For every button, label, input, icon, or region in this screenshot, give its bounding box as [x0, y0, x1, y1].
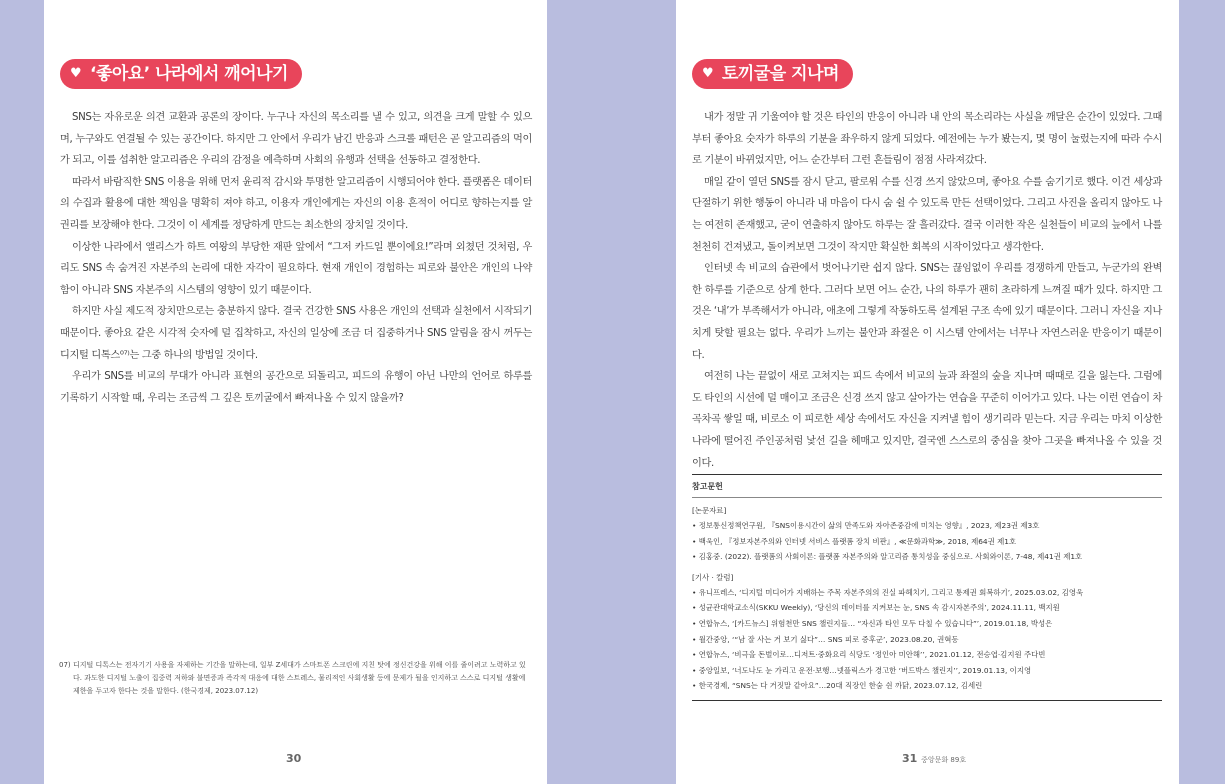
reference-item: • 한국경제, “SNS는 다 거짓말 같아요”…20대 직장인 한숨 쉰 까닭, 2023.07.12, 김세린 — [692, 681, 983, 691]
reference-item: • 연합뉴스, ‘비극을 돈벌이로…디저트·중화요리 식당도 ‘정인아 미안해’’, 2021.01.12, 전승엽·김지원 주다빈 — [692, 650, 1046, 660]
heart-icon: ♥ — [70, 66, 82, 81]
right-page — [676, 0, 1179, 784]
articles-list — [692, 585, 1162, 694]
reference-item: • 유니프레스, ‘디지털 미디어가 지배하는 주목 자본주의의 진실 파헤치기, 그리고 통제권 회복하기’, 2025.03.02, 김영욱 — [692, 587, 1084, 597]
paragraph: 우리가 SNS를 비교의 무대가 아니라 표현의 공간으로 되돌리고, 피드의 유행이 아닌 나만의 언어로 하루를 기록하기 시작할 때, 우리는 조금씩 그 깊은 토끼굴에서 빠져나올 수 있지 않을까? — [60, 371, 532, 404]
right-section-heading — [692, 59, 853, 89]
paragraph: 하지만 사실 제도적 장치만으로는 충분하지 않다. 결국 건강한 SNS 사용은 개인의 선택과 실천에서 시작되기 때문이다. 좋아요 같은 시각적 숫자에 덜 집착하고, 자신의 일상에 조금 더 집중하거나 SNS 알림을 잠시 꺼두는 디지털 디톡스⁰⁷⁾는 그중 하나의 방법일 것이다. — [60, 306, 532, 361]
publication-label: 중앙문화 89호 — [921, 756, 967, 764]
page-number-right: 31 — [902, 752, 918, 765]
paragraph: 매일 같이 열던 SNS를 잠시 닫고, 팔로워 수를 신경 쓰지 않았으며, 좋아요 수를 숨기기로 했다. 이건 세상과 단절하기 위한 행동이 아니라 내 마음이 다시 숨 쉴 수 있도록 만든 선택이었다. 그리고 사진을 올리지 않아도 나는 여전히 존재했고, 굳이 연출하지 않아도 하루는 잘 흘러갔다. 결국 이러한 작은 실천들이 비교의 늪에서 나를 천천히 건져냈고, 돌이켜보면 그것이 작지만 확실한 회복의 시작이었다고 생각한다. — [692, 176, 1162, 253]
paragraph: SNS는 자유로운 의견 교환과 공론의 장이다. 누구나 자신의 목소리를 낼 수 있고, 의견을 크게 말할 수 있으며, 누구와도 연결될 수 있는 공간이다. 하지만 그 안에서 우리가 남긴 반응과 스크롤 패턴은 곧 알고리즘의 먹이가 되고, 이를 섭취한 알고리즘은 우리의 감정을 예측하며 사회의 유행과 선택을 선동하고 결정한다. — [60, 112, 532, 167]
paragraph: 인터넷 속 비교의 습관에서 벗어나기란 쉽지 않다. SNS는 끊임없이 우리를 경쟁하게 만들고, 누군가의 완벽한 하루를 기준으로 삼게 한다. 그러다 보면 어느 순간, 나의 하루가 괜히 초라하게 느껴질 때가 있다. 하지만 그것은 ‘내’가 부족해서가 아니라, 애초에 그렇게 작동하도록 설계된 구조 속에 있기 때문이다. 그러니 자신을 지나치게 탓할 필요는 없다. 우리가 느끼는 불안과 좌절은 이 시스템 안에서는 너무나 자연스러운 반응이기 때문이다. — [692, 263, 1162, 361]
paragraph: 내가 정말 귀 기울여야 할 것은 타인의 반응이 아니라 내 안의 목소리라는 사실을 깨달은 순간이 있었다. 그때부터 좋아요 숫자가 하루의 기분을 좌우하지 않게 되었다. 예전에는 누가 봤는지, 몇 명이 눌렀는지에 따라 수시로 기분이 바뀌었지만, 어느 순간부터 그런 흔들림이 점점 사라져갔다. — [692, 112, 1162, 167]
page-number-left: 30 — [286, 752, 302, 765]
left-section-heading — [60, 59, 302, 89]
reference-item: • 정보통신정책연구원, 『SNS이용시간이 삶의 만족도와 자아존중감에 미치는 영향』, 2023, 제23권 제3호 — [692, 521, 1040, 530]
left-heading-text: ‘좋아요’ 나라에서 깨어나기 — [90, 64, 288, 84]
heart-icon: ♥ — [702, 66, 714, 81]
papers-list — [692, 518, 1162, 565]
right-heading-text: 토끼굴을 지나며 — [722, 64, 839, 84]
references-category-articles: [기사 · 칼럼] — [692, 572, 734, 582]
references-section — [692, 474, 1162, 701]
references-category-papers: [논문자료] — [692, 506, 727, 515]
page-footer-right — [902, 752, 966, 765]
left-body-text — [60, 107, 532, 409]
left-page — [44, 0, 547, 784]
reference-item: • 김홍중. (2022). 플랫폼의 사회이론: 플랫폼 자본주의와 알고리즘 통치성을 중심으로. 사회와이론, 7-48, 제41권 제1호 — [692, 552, 1083, 562]
reference-item: • 중앙일보, ‘너도나도 눈 가리고 운전·보행…넷플릭스가 경고한 ‘버드박스 챌린지’’, 2019.01.13, 이지영 — [692, 665, 1032, 675]
references-title: 참고문헌 — [692, 474, 1162, 498]
reference-item: • 연합뉴스, ‘[카드뉴스] 위험천만 SNS 챌린지들… “자신과 타인 모두 다칠 수 있습니다”’, 2019.01.18, 박성은 — [692, 618, 1053, 628]
footnote-text: 디지털 디톡스는 전자기기 사용을 자제하는 기간을 말하는데, 일부 Z세대가 스마트폰 스크린에 지친 탓에 정신건강을 위해 이를 줄이려고 노력하고 있다. 과도한 디지털 노출이 집중력 저하와 불면증과 즉각적 대응에 대한 스트레스, 물리적인 사회생활 등에 문제가 될을 인지하고 스스로 디지털 생활에 제한을 두고자 한다는 것을 말한다. (한국경제, 2023.07.12) — [73, 661, 526, 695]
right-body-text — [692, 107, 1162, 474]
reference-item: • 백욱인, 『정보자본주의와 인터넷 서비스 플랫폼 장치 비판』, ≪문화과학≫, 2018, 제64권 제1호 — [692, 536, 1017, 546]
paragraph: 여전히 나는 끝없이 새로 고쳐지는 피드 속에서 비교의 늪과 좌절의 숲을 지나며 때때로 길을 잃는다. 그럼에도 타인의 시선에 덜 매이고 조금은 신경 쓰지 않고 살아가는 연습을 꾸준히 이어가고 있다. 나는 이런 연습이 차곡차곡 쌓일 때, 비로소 이 피로한 세상 속에서도 자신을 지켜낼 힘이 생기리라 믿는다. 지금 우리는 마치 이상한 나라에 떨어진 주인공처럼 낯선 길을 헤매고 있지만, 결국엔 스스로의 중심을 찾아 그곳을 빠져나올 수 있을 것이다. — [692, 371, 1162, 469]
reference-item: • 월간중앙, ‘“남 잘 사는 거 보기 싫다”… SNS 피로 증후군’, 2023.08.20, 권혁동 — [692, 634, 959, 644]
footnote-number: 07) — [59, 661, 71, 669]
references-divider — [692, 700, 1162, 701]
footnote — [59, 659, 531, 698]
paragraph: 이상한 나라에서 앨리스가 하트 여왕의 부당한 재판 앞에서 “그저 카드일 뿐이에요!”라며 외쳤던 것처럼, 우리도 SNS 속 숨겨진 자본주의 논리에 대한 자각이 필요하다. 현재 개인이 경험하는 피로와 불안은 개인의 나약함이 아니라 SNS 자본주의 시스템의 영향이 있기 때문이다. — [60, 241, 532, 296]
reference-item: • 성균관대학교소식(SKKU Weekly), ‘당신의 데이터를 지켜보는 눈, SNS 속 감시자본주의’, 2024.11.11, 백지원 — [692, 603, 1060, 613]
paragraph: 따라서 바람직한 SNS 이용을 위해 먼저 윤리적 감시와 투명한 알고리즘이 시행되어야 한다. 플랫폼은 데이터의 수집과 활용에 대한 책임을 명확히 져야 하고, 이용자 개인에게는 자신의 이용 흔적이 어디로 향하는지를 알 권리를 보장해야 한다. 그것이 이 세계를 정당하게 만드는 최소한의 장치일 것이다. — [60, 176, 532, 231]
